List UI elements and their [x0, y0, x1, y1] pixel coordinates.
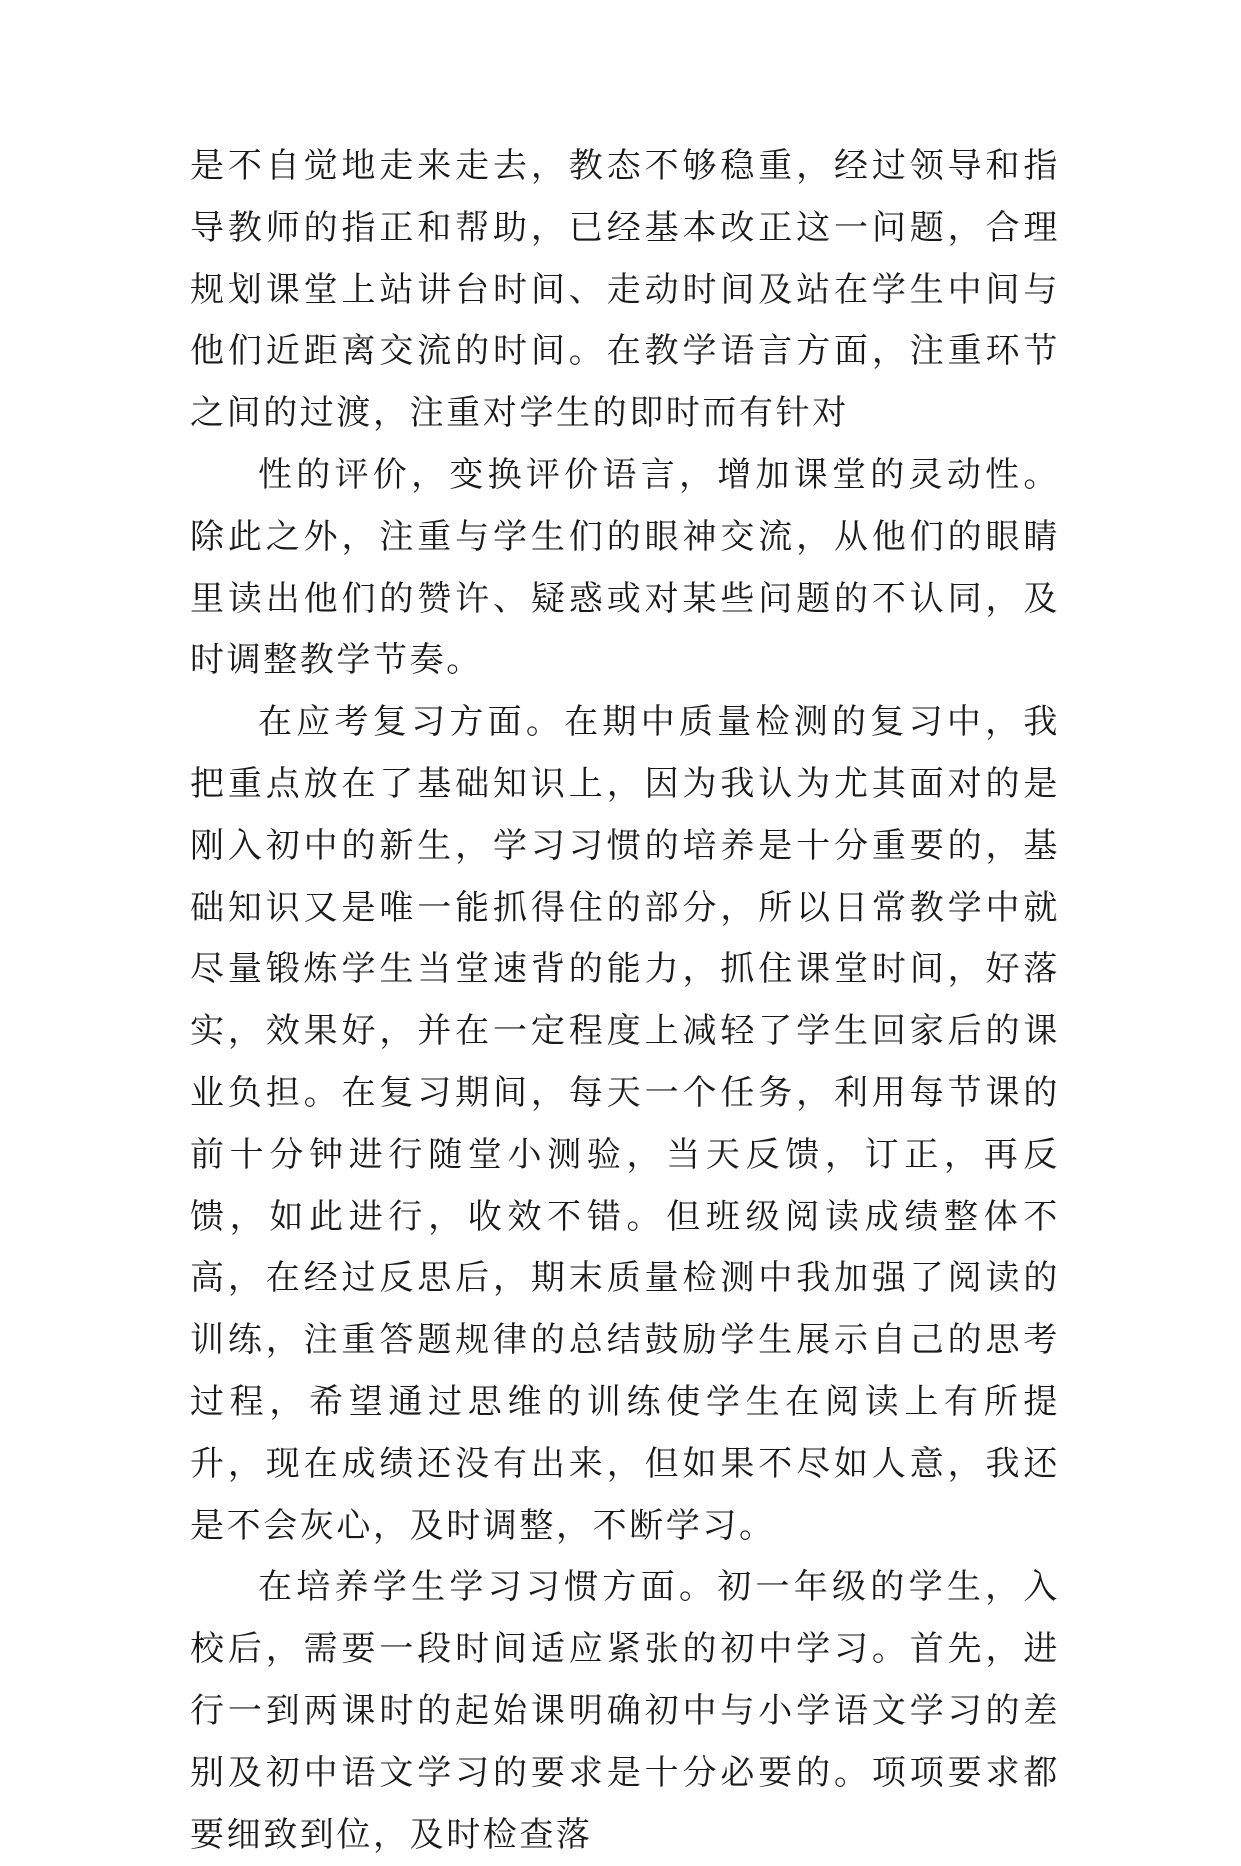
- paragraph-1: 是不自觉地走来走去，教态不够稳重，经过领导和指导教师的指正和帮助，已经基本改正这一问题，合理规划课堂上站讲台时间、走动时间及站在学生中间与他们近距离交流的时间。在教学语言方面，注重环节之间的过渡，注重对学生的即时而有针对: [190, 146, 1060, 434]
- paragraph-4: 在培养学生学习习惯方面。初一年级的学生，入校后，需要一段时间适应紧张的初中学习。首先，进行一到两课时的起始课明确初中与小学语文学习的差别及初中语文学习的要求是十分必要的。项项要求都要细致到位，及时检查落: [190, 1567, 1060, 1855]
- paragraph-3: 在应考复习方面。在期中质量检测的复习中，我把重点放在了基础知识上，因为我认为尤其面对的是刚入初中的新生，学习习惯的培养是十分重要的，基础知识又是唯一能抓得住的部分，所以日常教学中就尽量锻炼学生当堂速背的能力，抓住课堂时间，好落实，效果好，并在一定程度上减轻了学生回家后的课业负担。在复习期间，每天一个任务，利用每节课的前十分钟进行随堂小测验，当天反馈，订正，再反馈，如此进行，收效不错。但班级阅读成绩整体不高，在经过反思后，期末质量检测中我加强了阅读的训练，注重答题规律的总结鼓励学生展示自己的思考过程，希望通过思维的训练使学生在阅读上有所提升，现在成绩还没有出来，但如果不尽如人意，我还是不会灰心，及时调整，不断学习。: [190, 702, 1060, 1546]
- paragraph-2: 性的评价，变换评价语言，增加课堂的灵动性。除此之外，注重与学生们的眼神交流，从他们的眼睛里读出他们的赞许、疑惑或对某些问题的不认同，及时调整教学节奏。: [190, 454, 1060, 681]
- body-text: [190, 136, 1060, 1866]
